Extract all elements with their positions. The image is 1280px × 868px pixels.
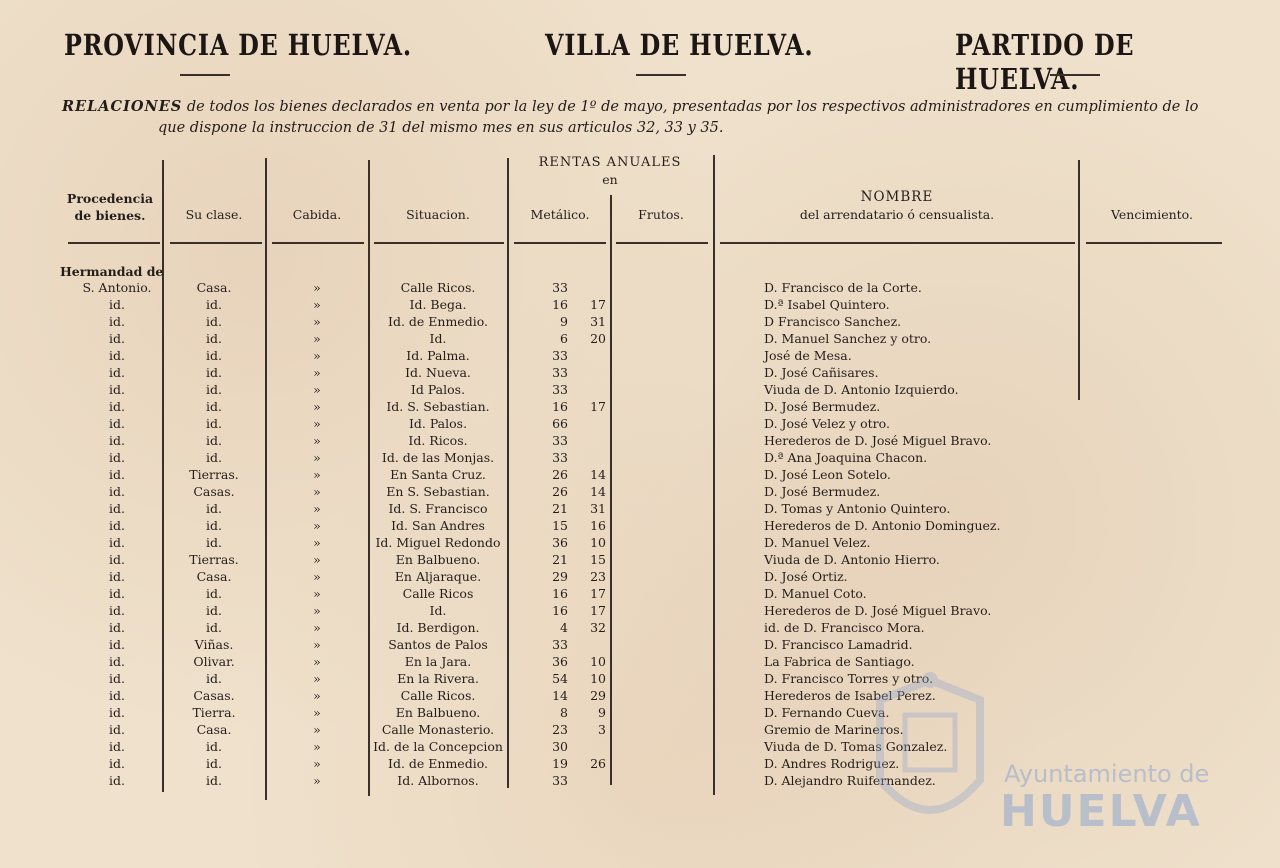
cell-nombre: La Fabrica de Santiago. bbox=[764, 654, 915, 669]
col-nombre: NOMBRE bbox=[860, 189, 934, 205]
cell-cabida: » bbox=[313, 518, 321, 533]
col-rentas-en: en bbox=[602, 172, 618, 187]
cell-procedencia: id. bbox=[109, 688, 125, 703]
cell-cabida: » bbox=[313, 773, 321, 788]
cell-situacion: Id. Palos. bbox=[408, 416, 468, 431]
cell-nombre: Herederos de D. José Miguel Bravo. bbox=[764, 433, 992, 448]
intro-text bbox=[62, 96, 1232, 139]
cell-procedencia: id. bbox=[109, 773, 125, 788]
cell-nombre: D. José Leon Sotelo. bbox=[764, 467, 891, 482]
cell-metalico-reales: 9 bbox=[560, 314, 568, 329]
cell-clase: Tierras. bbox=[189, 467, 239, 482]
cell-procedencia: id. bbox=[109, 365, 125, 380]
cell-nombre: D.ª Isabel Quintero. bbox=[764, 297, 890, 312]
cell-metalico-reales: 23 bbox=[552, 722, 568, 737]
cell-metalico-reales: 6 bbox=[560, 331, 568, 346]
cell-clase: Casas. bbox=[193, 484, 235, 499]
cell-situacion: Id. bbox=[429, 603, 447, 618]
cell-metalico-reales: 29 bbox=[552, 569, 568, 584]
rule-metalico bbox=[514, 242, 606, 244]
cell-cabida: » bbox=[313, 399, 321, 414]
rule-situacion bbox=[374, 242, 504, 244]
cell-metalico-reales: 33 bbox=[552, 637, 568, 652]
cell-metalico-maravedis: 17 bbox=[590, 586, 606, 601]
cell-situacion: En S. Sebastian. bbox=[386, 484, 490, 499]
cell-cabida: » bbox=[313, 280, 321, 295]
cell-cabida: » bbox=[313, 688, 321, 703]
cell-cabida: » bbox=[313, 671, 321, 686]
cell-metalico-reales: 21 bbox=[552, 552, 568, 567]
cell-metalico-reales: 16 bbox=[552, 586, 568, 601]
cell-nombre: D. Francisco Torres y otro. bbox=[764, 671, 934, 686]
cell-situacion: Id. Ricos. bbox=[408, 433, 468, 448]
cell-metalico-reales: 33 bbox=[552, 433, 568, 448]
cell-metalico-maravedis: 10 bbox=[590, 654, 606, 669]
cell-procedencia: id. bbox=[109, 382, 125, 397]
cell-metalico-maravedis: 10 bbox=[590, 535, 606, 550]
cell-situacion: En la Jara. bbox=[404, 654, 472, 669]
cell-nombre: D. José Ortiz. bbox=[764, 569, 848, 584]
cell-cabida: » bbox=[313, 552, 321, 567]
cell-clase: id. bbox=[206, 348, 222, 363]
cell-situacion: Calle Monasterio. bbox=[381, 722, 495, 737]
cell-nombre: D. José Bermudez. bbox=[764, 399, 881, 414]
cell-clase: id. bbox=[206, 586, 222, 601]
cell-clase: Casa. bbox=[196, 280, 232, 295]
cell-metalico-reales: 33 bbox=[552, 365, 568, 380]
cell-clase: Tierra. bbox=[192, 705, 236, 720]
cell-metalico-maravedis: 9 bbox=[598, 705, 606, 720]
cell-clase: id. bbox=[206, 739, 222, 754]
cell-procedencia: id. bbox=[109, 722, 125, 737]
cell-situacion: En Santa Cruz. bbox=[390, 467, 486, 482]
cell-cabida: » bbox=[313, 416, 321, 431]
cell-situacion: En Balbueno. bbox=[395, 552, 481, 567]
cell-nombre: D. Tomas y Antonio Quintero. bbox=[764, 501, 951, 516]
cell-metalico-maravedis: 29 bbox=[590, 688, 606, 703]
cell-cabida: » bbox=[313, 314, 321, 329]
cell-nombre: D. Andres Rodriguez. bbox=[764, 756, 900, 771]
cell-clase: Casa. bbox=[196, 722, 232, 737]
cell-metalico-maravedis: 3 bbox=[598, 722, 606, 737]
cell-procedencia: id. bbox=[109, 399, 125, 414]
cell-procedencia: id. bbox=[109, 535, 125, 550]
cell-metalico-reales: 36 bbox=[552, 654, 568, 669]
cell-situacion: Id. Nueva. bbox=[405, 365, 471, 380]
cell-cabida: » bbox=[313, 722, 321, 737]
cell-situacion: Id. Albornos. bbox=[397, 773, 479, 788]
cell-cabida: » bbox=[313, 365, 321, 380]
cell-nombre: D Francisco Sanchez. bbox=[764, 314, 902, 329]
cell-cabida: » bbox=[313, 297, 321, 312]
rule-vencimiento bbox=[1086, 242, 1222, 244]
cell-situacion: En Aljaraque. bbox=[394, 569, 482, 584]
cell-nombre: Viuda de D. Antonio Izquierdo. bbox=[764, 382, 959, 397]
cell-nombre: Viuda de D. Antonio Hierro. bbox=[764, 552, 940, 567]
cell-nombre: D.ª Ana Joaquina Chacon. bbox=[764, 450, 928, 465]
cell-cabida: » bbox=[313, 484, 321, 499]
rule-procedencia bbox=[68, 242, 160, 244]
cell-clase: Olivar. bbox=[193, 654, 235, 669]
cell-metalico-reales: 4 bbox=[560, 620, 568, 635]
cell-cabida: » bbox=[313, 331, 321, 346]
cell-clase: id. bbox=[206, 399, 222, 414]
cell-clase: id. bbox=[206, 416, 222, 431]
cell-nombre: Herederos de D. Antonio Dominguez. bbox=[764, 518, 1001, 533]
cell-situacion: Id. San Andres bbox=[391, 518, 485, 533]
cell-procedencia: id. bbox=[109, 348, 125, 363]
cell-situacion: Calle Ricos bbox=[402, 586, 474, 601]
col-divider-6 bbox=[713, 155, 715, 795]
cell-cabida: » bbox=[313, 569, 321, 584]
cell-metalico-reales: 14 bbox=[552, 688, 568, 703]
cell-cabida: » bbox=[313, 603, 321, 618]
cell-procedencia: id. bbox=[109, 756, 125, 771]
cell-procedencia: id. bbox=[109, 433, 125, 448]
cell-clase: id. bbox=[206, 620, 222, 635]
cell-metalico-reales: 66 bbox=[552, 416, 568, 431]
cell-clase: id. bbox=[206, 314, 222, 329]
cell-metalico-reales: 16 bbox=[552, 297, 568, 312]
cell-situacion: Id. bbox=[429, 331, 447, 346]
col-divider-1 bbox=[162, 160, 164, 792]
cell-cabida: » bbox=[313, 433, 321, 448]
header-villa: VILLA DE HUELVA. bbox=[545, 28, 814, 62]
cell-nombre: José de Mesa. bbox=[764, 348, 852, 363]
cell-metalico-reales: 33 bbox=[552, 280, 568, 295]
cell-situacion: Id. de Enmedio. bbox=[388, 314, 488, 329]
cell-nombre: D. José Velez y otro. bbox=[764, 416, 890, 431]
cell-procedencia: id. bbox=[109, 671, 125, 686]
cell-metalico-reales: 33 bbox=[552, 382, 568, 397]
col-rentas: RENTAS ANUALES bbox=[538, 155, 682, 170]
cell-cabida: » bbox=[313, 501, 321, 516]
first-procedencia: Hermandad de bbox=[60, 264, 164, 279]
cell-clase: id. bbox=[206, 297, 222, 312]
cell-cabida: » bbox=[313, 705, 321, 720]
cell-situacion: Id. Miguel Redondo bbox=[375, 535, 501, 550]
cell-clase: id. bbox=[206, 603, 222, 618]
cell-nombre: D. Francisco Lamadrid. bbox=[764, 637, 913, 652]
cell-nombre: id. de D. Francisco Mora. bbox=[764, 620, 925, 635]
intro-line2: que dispone la instruccion de 31 del mismo mes en sus articulos 32, 33 y 35. bbox=[158, 120, 724, 136]
cell-procedencia: id. bbox=[109, 705, 125, 720]
cell-cabida: » bbox=[313, 654, 321, 669]
cell-nombre: D. José Cañisares. bbox=[764, 365, 879, 380]
cell-metalico-reales: 36 bbox=[552, 535, 568, 550]
cell-metalico-reales: 33 bbox=[552, 348, 568, 363]
cell-metalico-maravedis: 10 bbox=[590, 671, 606, 686]
cell-nombre: D. Fernando Cueva. bbox=[764, 705, 890, 720]
cell-clase: id. bbox=[206, 773, 222, 788]
cell-metalico-maravedis: 14 bbox=[590, 467, 606, 482]
cell-metalico-maravedis: 32 bbox=[590, 620, 606, 635]
cell-metalico-reales: 33 bbox=[552, 450, 568, 465]
col-cabida: Cabida. bbox=[292, 207, 342, 222]
cell-metalico-maravedis: 17 bbox=[590, 297, 606, 312]
cell-clase: Casa. bbox=[196, 569, 232, 584]
col-divider-2 bbox=[265, 158, 267, 800]
cell-metalico-maravedis: 31 bbox=[590, 314, 606, 329]
cell-procedencia: id. bbox=[109, 518, 125, 533]
cell-procedencia: id. bbox=[109, 552, 125, 567]
col-situacion: Situacion. bbox=[406, 207, 470, 222]
cell-cabida: » bbox=[313, 450, 321, 465]
col-clase: Su clase. bbox=[185, 207, 243, 222]
cell-nombre: D. Manuel Sanchez y otro. bbox=[764, 331, 932, 346]
cell-metalico-maravedis: 20 bbox=[590, 331, 606, 346]
cell-metalico-reales: 16 bbox=[552, 603, 568, 618]
cell-nombre: D. Francisco de la Corte. bbox=[764, 280, 922, 295]
cell-nombre: D. Alejandro Ruifernandez. bbox=[764, 773, 936, 788]
cell-clase: id. bbox=[206, 671, 222, 686]
cell-procedencia: id. bbox=[109, 297, 125, 312]
cell-situacion: Id. de Enmedio. bbox=[388, 756, 488, 771]
cell-procedencia: id. bbox=[109, 603, 125, 618]
cell-situacion: Id. S. Sebastian. bbox=[386, 399, 490, 414]
cell-clase: id. bbox=[206, 365, 222, 380]
cell-situacion: Id Palos. bbox=[410, 382, 466, 397]
cell-situacion: Calle Ricos. bbox=[400, 688, 476, 703]
cell-procedencia: id. bbox=[109, 450, 125, 465]
cell-situacion: Calle Ricos. bbox=[400, 280, 476, 295]
cell-procedencia: id. bbox=[109, 484, 125, 499]
cell-situacion: Id. S. Francisco bbox=[388, 501, 488, 516]
cell-situacion: En Balbueno. bbox=[395, 705, 481, 720]
col-vencimiento: Vencimiento. bbox=[1111, 207, 1193, 222]
intro-line1: de todos los bienes declarados en venta por la ley de 1º de mayo, presentadas por los respectivos administradores en cumplimiento de lo bbox=[182, 99, 1199, 115]
header-partido: PARTIDO DE HUELVA. bbox=[955, 28, 1135, 96]
rule-nombre bbox=[720, 242, 1075, 244]
cell-metalico-reales: 54 bbox=[552, 671, 568, 686]
cell-cabida: » bbox=[313, 637, 321, 652]
cell-nombre: Herederos de D. José Miguel Bravo. bbox=[764, 603, 992, 618]
cell-procedencia: id. bbox=[109, 637, 125, 652]
cell-procedencia: id. bbox=[109, 416, 125, 431]
cell-situacion: Id. de las Monjas. bbox=[381, 450, 495, 465]
col-divider-7 bbox=[1078, 160, 1080, 400]
cell-cabida: » bbox=[313, 348, 321, 363]
cell-nombre: D. Manuel Coto. bbox=[764, 586, 867, 601]
cell-clase: Tierras. bbox=[189, 552, 239, 567]
col-procedencia: Procedencia de bienes. bbox=[66, 191, 154, 223]
cell-metalico-reales: 16 bbox=[552, 399, 568, 414]
cell-procedencia: id. bbox=[109, 569, 125, 584]
cell-metalico-reales: 26 bbox=[552, 467, 568, 482]
cell-procedencia: id. bbox=[109, 467, 125, 482]
cell-clase: id. bbox=[206, 450, 222, 465]
col-divider-5 bbox=[610, 195, 612, 785]
cell-nombre: Herederos de Isabel Perez. bbox=[764, 688, 936, 703]
cell-situacion: Id. Berdigon. bbox=[396, 620, 480, 635]
cell-metalico-reales: 26 bbox=[552, 484, 568, 499]
cell-nombre: Gremio de Marineros. bbox=[764, 722, 904, 737]
cell-metalico-maravedis: 15 bbox=[590, 552, 606, 567]
col-divider-4 bbox=[507, 158, 509, 788]
cell-procedencia: id. bbox=[109, 739, 125, 754]
cell-cabida: » bbox=[313, 535, 321, 550]
cell-situacion: Id. Bega. bbox=[409, 297, 467, 312]
cell-cabida: » bbox=[313, 586, 321, 601]
header-provincia: PROVINCIA DE HUELVA. bbox=[64, 28, 413, 62]
intro-lead: RELACIONES bbox=[62, 98, 183, 115]
cell-clase: id. bbox=[206, 433, 222, 448]
cell-cabida: » bbox=[313, 620, 321, 635]
cell-clase: Casas. bbox=[193, 688, 235, 703]
cell-nombre: Viuda de D. Tomas Gonzalez. bbox=[764, 739, 948, 754]
cell-situacion: Id. de la Concepcion bbox=[373, 739, 503, 754]
cell-clase: id. bbox=[206, 331, 222, 346]
col-nombre-sub: del arrendatario ó censualista. bbox=[799, 207, 995, 222]
cell-clase: id. bbox=[206, 518, 222, 533]
ornament-center bbox=[636, 74, 686, 76]
rule-clase bbox=[170, 242, 262, 244]
cell-procedencia: id. bbox=[109, 654, 125, 669]
watermark-line1: Ayuntamiento de bbox=[1004, 760, 1210, 788]
cell-metalico-reales: 8 bbox=[560, 705, 568, 720]
ornament-right bbox=[1050, 74, 1100, 76]
cell-procedencia: id. bbox=[109, 501, 125, 516]
cell-metalico-maravedis: 31 bbox=[590, 501, 606, 516]
cell-clase: id. bbox=[206, 535, 222, 550]
cell-metalico-reales: 30 bbox=[552, 739, 568, 754]
cell-metalico-maravedis: 23 bbox=[590, 569, 606, 584]
cell-clase: id. bbox=[206, 501, 222, 516]
cell-cabida: » bbox=[313, 467, 321, 482]
cell-cabida: » bbox=[313, 756, 321, 771]
col-metalico: Metálico. bbox=[530, 207, 590, 222]
cell-metalico-reales: 21 bbox=[552, 501, 568, 516]
cell-cabida: » bbox=[313, 739, 321, 754]
ornament-left bbox=[180, 74, 230, 76]
cell-clase: id. bbox=[206, 756, 222, 771]
cell-situacion: Id. Palma. bbox=[406, 348, 470, 363]
rule-frutos bbox=[616, 242, 708, 244]
cell-metalico-reales: 33 bbox=[552, 773, 568, 788]
cell-procedencia: id. bbox=[109, 331, 125, 346]
col-frutos: Frutos. bbox=[638, 207, 684, 222]
cell-nombre: D. Manuel Velez. bbox=[764, 535, 871, 550]
cell-situacion: En la Rivera. bbox=[397, 671, 479, 686]
cell-situacion: Santos de Palos bbox=[388, 637, 488, 652]
cell-metalico-maravedis: 16 bbox=[590, 518, 606, 533]
cell-procedencia: id. bbox=[109, 620, 125, 635]
cell-metalico-reales: 15 bbox=[552, 518, 568, 533]
cell-cabida: » bbox=[313, 382, 321, 397]
cell-metalico-maravedis: 17 bbox=[590, 603, 606, 618]
cell-procedencia: S. Antonio. bbox=[82, 280, 152, 295]
cell-procedencia: id. bbox=[109, 314, 125, 329]
cell-metalico-maravedis: 14 bbox=[590, 484, 606, 499]
cell-metalico-maravedis: 26 bbox=[590, 756, 606, 771]
cell-clase: id. bbox=[206, 382, 222, 397]
cell-clase: Viñas. bbox=[194, 637, 234, 652]
cell-nombre: D. José Bermudez. bbox=[764, 484, 881, 499]
rule-cabida bbox=[272, 242, 364, 244]
cell-procedencia: id. bbox=[109, 586, 125, 601]
cell-metalico-reales: 19 bbox=[552, 756, 568, 771]
watermark-line2: HUELVA bbox=[1000, 786, 1202, 837]
cell-metalico-maravedis: 17 bbox=[590, 399, 606, 414]
